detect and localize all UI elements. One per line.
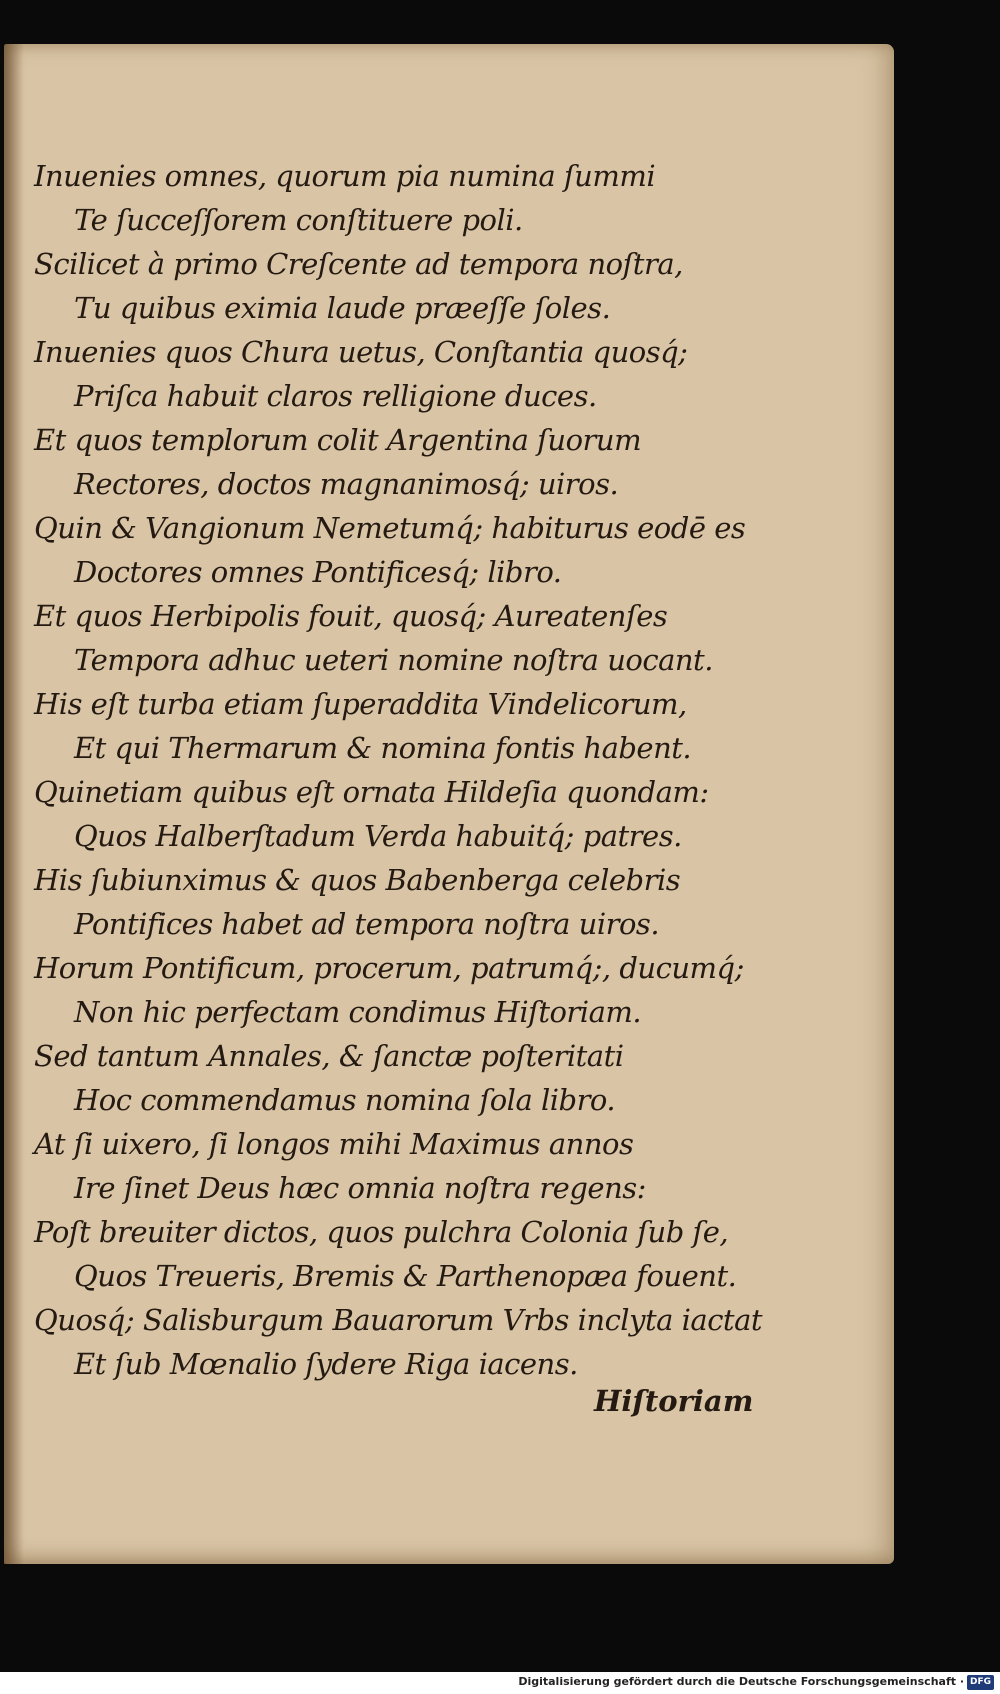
poem-line: Inuenies omnes, quorum pia numina ſummi [34, 159, 656, 193]
poem-line: Inuenies quos Chura uetus, Conſtantia quosq́; [34, 335, 688, 369]
poem-line: Et quos templorum colit Argentina ſuorum [34, 423, 642, 457]
poem-line: Priſca habuit claros relligione duces. [74, 379, 597, 413]
poem-line: Te ſucceſſorem conſtituere poli. [74, 203, 523, 237]
catchword: Hiſtoriam [594, 1384, 754, 1418]
poem-line: Tu quibus eximia laude præeſſe ſoles. [74, 291, 611, 325]
poem-line: Tempora adhuc ueteri nomine noſtra uocant. [74, 643, 713, 677]
poem-line: Et qui Thermarum & nomina fontis habent. [74, 731, 692, 765]
footer-credit: Digitalisierung gefördert durch die Deutsche Forschungsgemeinschaft · [518, 1675, 964, 1688]
dfg-logo: DFG [967, 1675, 994, 1690]
poem-line: Ire ſinet Deus hæc omnia noſtra regens: [74, 1171, 646, 1205]
poem-line: Scilicet à primo Creſcente ad tempora noſtra, [34, 247, 683, 281]
poem-line: Et ſub Mœnalio ſydere Riga iacens. [74, 1347, 578, 1381]
poem-line: Horum Pontificum, procerum, patrumq́;, ducumq́; [34, 951, 744, 985]
poem-line: Poſt breuiter dictos, quos pulchra Colonia ſub ſe, [34, 1215, 729, 1249]
book-page [4, 44, 894, 1564]
poem-text [34, 154, 763, 1386]
poem-line: At ſi uixero, ſi longos mihi Maximus annos [34, 1127, 634, 1161]
poem-line: Doctores omnes Pontificesq́; libro. [74, 555, 562, 589]
spine-shadow [4, 44, 24, 1564]
poem-line: Non hic perfectam condimus Hiſtoriam. [74, 995, 642, 1029]
poem-line: His eſt turba etiam ſuperaddita Vindelicorum, [34, 687, 687, 721]
poem-line: Sed tantum Annales, & ſanctæ poſteritati [34, 1039, 624, 1073]
poem-line: Quin & Vangionum Nemetumq́; habiturus eodē es [34, 511, 746, 545]
poem-line: Quosq́; Salisburgum Bauarorum Vrbs inclyta iactat [34, 1303, 763, 1337]
poem-line: Hoc commendamus nomina ſola libro. [74, 1083, 616, 1117]
poem-line: His ſubiunximus & quos Babenberga celebris [34, 863, 681, 897]
poem-line: Et quos Herbipolis fouit, quosq́; Aureatenſes [34, 599, 668, 633]
poem-line: Quos Treueris, Bremis & Parthenopæa fouent. [74, 1259, 737, 1293]
poem-line: Quos Halberſtadum Verda habuitq́; patres. [74, 819, 682, 853]
poem-line: Rectores, doctos magnanimosq́; uiros. [74, 467, 619, 501]
digitization-footer [0, 1672, 1000, 1694]
poem-line: Pontifices habet ad tempora noſtra uiros. [74, 907, 660, 941]
poem-line: Quinetiam quibus eſt ornata Hildeſia quondam: [34, 775, 709, 809]
